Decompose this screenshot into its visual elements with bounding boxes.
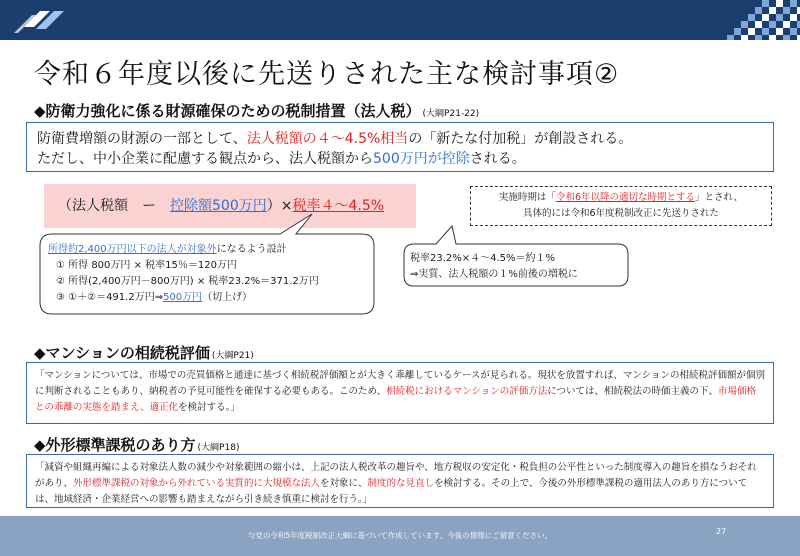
summary-highlight-deduction: 500万円が控除 xyxy=(373,151,470,167)
calc-line-4 xyxy=(48,290,368,306)
timing-text: 実施時期は「 xyxy=(498,192,556,203)
section-heading-text: ◆外形標準課税のあり方 xyxy=(34,436,196,454)
tax-line-2: ⇒実質、法人税額の１%前後の増税に xyxy=(410,269,578,280)
pro-forma-highlight: 外形標準課税の対象から外れている実質的に大規模な法人 xyxy=(73,478,321,489)
tax-line-1: 税率23.2%×４～4.5%＝約１% xyxy=(410,253,556,264)
section-ref: (大綱P18) xyxy=(197,443,240,453)
effective-tax-note xyxy=(410,251,620,283)
calc-highlight: 所得約2,400万円以下の法人が対象外 xyxy=(48,244,217,255)
summary-text: される。 xyxy=(469,151,526,167)
calc-line-1 xyxy=(48,242,368,258)
condo-valuation-box xyxy=(26,362,774,424)
page-number: 27 xyxy=(716,527,727,536)
pro-forma-text: 「減資や組織再編による対象法人数の減少や対象範囲の縮小は、上記の法人税改革の趣旨や、地方税収の安定化・税負担の公平性といった制度導入の趣旨を損なうおそれがあり、 xyxy=(35,462,757,489)
deduction-calculation xyxy=(48,242,368,306)
calc-text: （切上げ） xyxy=(202,292,253,303)
calc-text: になるよう設計 xyxy=(216,244,287,255)
timing-text: 」とされ、 xyxy=(694,192,744,203)
timing-highlight: 令和6年以降の適切な時期とする xyxy=(555,192,695,203)
timing-line-2: 具体的には令和6年度税制改正に先送りされた xyxy=(522,208,720,219)
condo-highlight: 市場価格との乖離の実態を踏まえ、適正化 xyxy=(35,386,757,413)
condo-text: 「マンションについては、市場での売買価格と通達に基づく相続税評価額とが大きく乖離しているケースが見られる。現状を放置すれば、マンションの相続税評価額が個別に判断されることもあり、納税者の予見可能性を確保する必要もある。このため、 xyxy=(35,370,765,397)
summary-highlight-rate: 法人税額の４～4.5%相当 xyxy=(246,131,409,147)
condo-highlight: 相続税におけるマンションの評価方法 xyxy=(386,386,548,397)
formula-rate: 税率４～4.5% xyxy=(292,198,385,214)
footer-note: 与党の令和5年度税制改正大綱に基づいて作成しています。今後の情報にご留意ください。 xyxy=(247,531,553,540)
condo-text: を検討する。」 xyxy=(178,402,240,413)
section-ref: (大綱P21) xyxy=(211,351,254,361)
formula-text: ）× xyxy=(266,198,293,214)
section-heading-condo xyxy=(34,342,254,363)
calc-text: ③ ①＋②＝491.2万円⇒ xyxy=(56,292,164,303)
pro-forma-highlight: 制度的な見直し xyxy=(367,478,435,489)
condo-text: については、相続税法の時価主義の下、 xyxy=(547,386,719,397)
pro-forma-tax-box xyxy=(26,454,774,508)
section-heading-text: ◆防衛力強化に係る財源確保のための税制措置（法人税） xyxy=(34,102,421,120)
section-ref: (大綱P21-22) xyxy=(422,109,480,119)
calc-highlight: 500万円 xyxy=(163,292,203,303)
calc-line-3: ② 所得(2,400万円－800万円) × 税率23.2%＝371.2万円 xyxy=(56,276,319,287)
summary-text: の「新たな付加税」が創設される。 xyxy=(408,131,633,147)
section-heading-pro-forma-tax xyxy=(34,434,239,455)
summary-text: 防衛費増額の財源の一部として、 xyxy=(37,131,247,147)
page-title: 令和６年度以後に先送りされた主な検討事項② xyxy=(34,59,620,90)
formula-deduction: 控除額500万円 xyxy=(170,198,267,214)
summary-text: ただし、中小企業に配慮する観点から、法人税額から xyxy=(37,151,373,167)
pro-forma-text: を検討する。その上で、今後の外形標準課税の適用法人のあり方については、地域経済・企業経営への影響も踏まえながら引き続き慎重に検討を行う。」 xyxy=(35,478,748,505)
pro-forma-text: を対象に、 xyxy=(320,478,368,489)
formula-text: （法人税額 ー xyxy=(58,198,170,214)
calc-line-2: ① 所得 800万円 × 税率15％＝120万円 xyxy=(56,260,237,271)
section-heading-text: ◆マンションの相続税評価 xyxy=(34,344,210,362)
